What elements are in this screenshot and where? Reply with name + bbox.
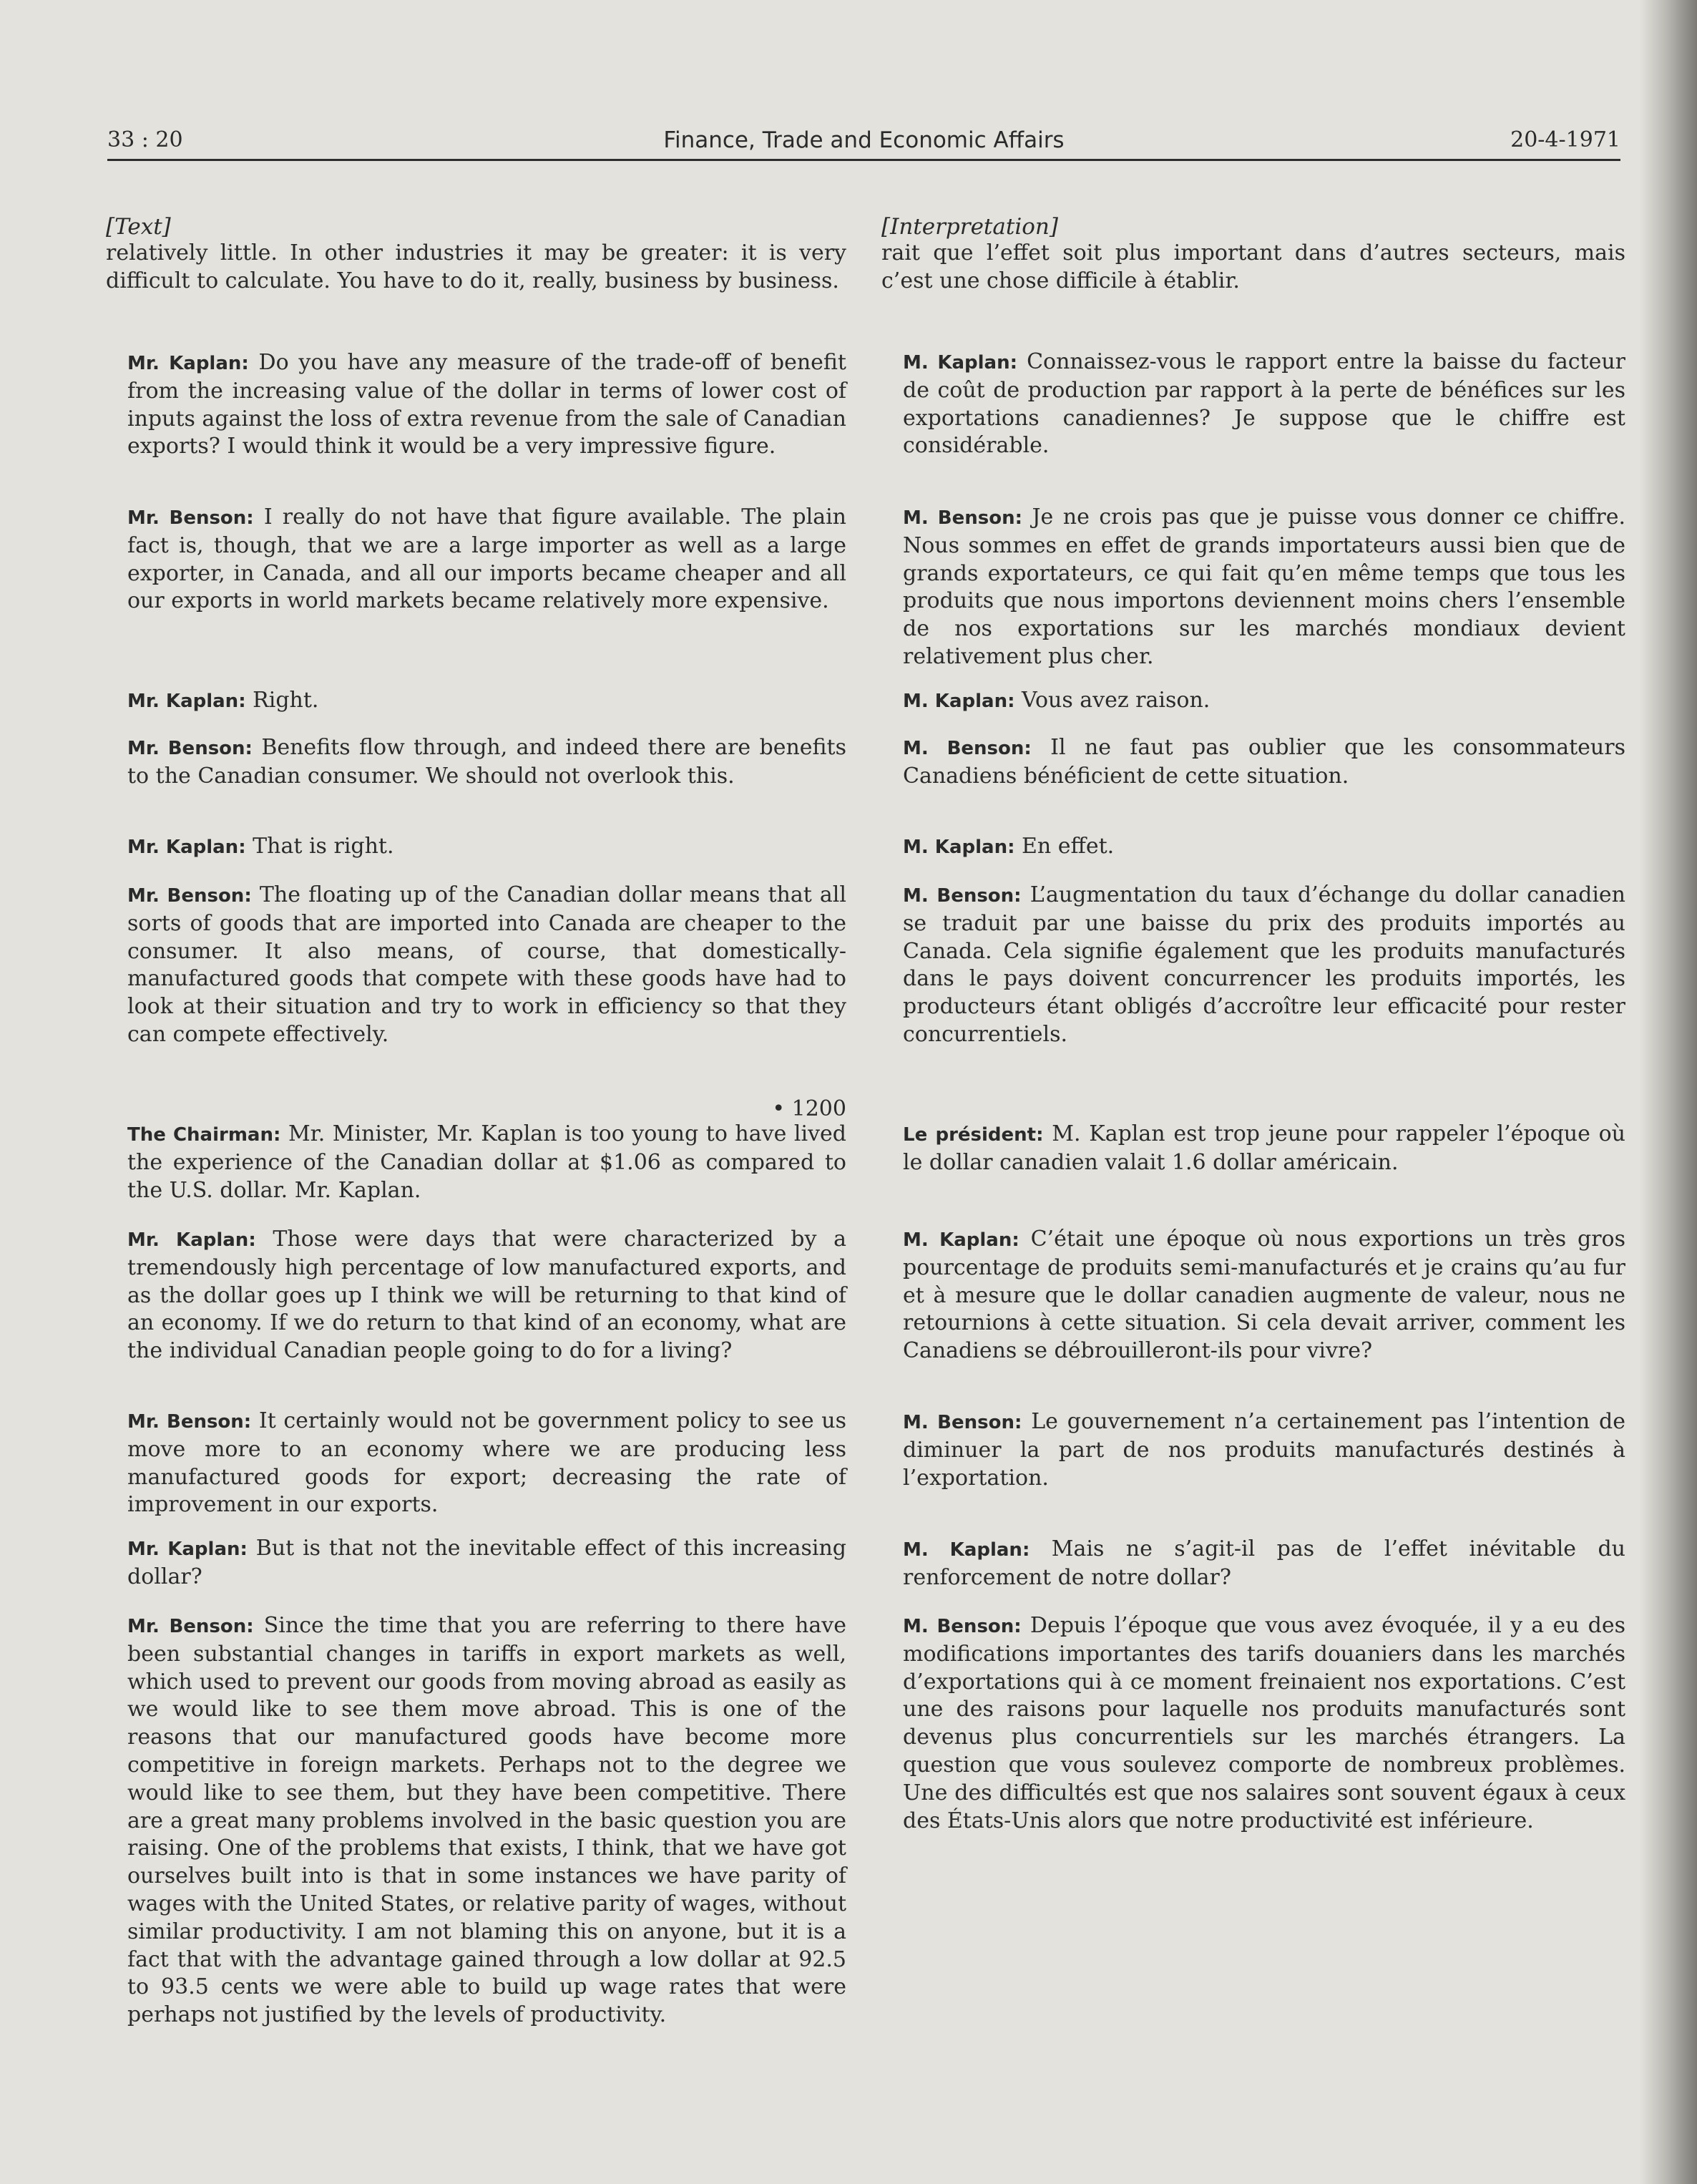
speaker-label: M. Kaplan:: [903, 691, 1015, 712]
paragraph: [106, 240, 846, 296]
speaker-label: Mr. Benson:: [127, 1616, 254, 1637]
page-number: 33 : 20: [107, 127, 183, 152]
paragraph-text: M. Kaplan est trop jeune pour rappeler l’époque où le dollar canadien valait 1.6 dollar américain.: [903, 1121, 1626, 1175]
paragraph: [106, 1121, 846, 1204]
paragraph: [881, 882, 1625, 1049]
paragraph-text: The floating up of the Canadian dollar means that all sorts of goods that are imported into Canada are cheaper to the consumer. It also means, of course, that domestically-manufactured goods that compete with these goods have had to look at their situation and try to work in efficiency so that they can compete effectively.: [127, 882, 846, 1047]
speaker-label: Mr. Benson:: [127, 1411, 252, 1433]
paragraph: [106, 882, 846, 1049]
page-edge-shadow: [1640, 0, 1697, 2184]
speaker-label: Mr. Kaplan:: [127, 353, 249, 374]
paragraph: [106, 1408, 846, 1519]
paragraph-text: Mr. Minister, Mr. Kaplan is too young to have lived the experience of the Canadian dollar at $1.06 as compared to the U.S. dollar. Mr. Kaplan.: [127, 1121, 846, 1203]
paragraph: [881, 833, 1625, 862]
paragraph-text: Le gouvernement n’a certainement pas l’intention de diminuer la part de nos produits manufacturés destinés à l’exportation.: [903, 1409, 1625, 1491]
speaker-label: M. Kaplan:: [903, 1539, 1030, 1561]
paragraph: [881, 734, 1625, 791]
paragraph: [106, 1535, 846, 1591]
paragraph: [106, 504, 846, 615]
speaker-label: M. Kaplan:: [903, 352, 1017, 374]
paragraph: [881, 504, 1625, 671]
paragraph-text: But is that not the inevitable effect of this increasing dollar?: [127, 1536, 846, 1589]
paragraph-text: I really do not have that figure available. The plain fact is, though, that we are a large importer as well as a large exporter, in Canada, and all our imports became cheaper and all our exports in world markets became relatively more expensive.: [127, 504, 846, 614]
speaker-label: M. Benson:: [903, 507, 1022, 529]
paragraph-text: Right.: [253, 688, 319, 713]
paragraph-text: Depuis l’époque que vous avez évoquée, il y a eu des modifications importantes des tarifs douaniers dans les marchés d’exportations qui à ce moment freinaient nos exportations. C’est une des raisons pour laquelle nos produits manufacturés sont devenus plus concurrentiels sur les marchés étrangers. La question que vous soulevez comporte de nombreux problèmes. Une des difficultés est que nos salaires sont souvent égaux à ceux des États-Unis alors que notre productivité est inférieure.: [903, 1613, 1625, 1833]
paragraph-text: Those were days that were characterized by a tremendously high percentage of low manufactured exports, and as the dollar goes up I think we will be returning to that kind of an economy. If we do return to that kind of an economy, what are the individual Canadian people going to do for a living?: [127, 1227, 846, 1364]
paragraph-text: Since the time that you are referring to there have been substantial changes in tariffs in export markets as well, which used to prevent our goods from moving abroad as easily as we would like to see them move abroad. This is one of the reasons that our manufactured goods have become more competitive in foreign markets. Perhaps not to the degree we would like to see them, but they have been competitive. There are a great many problems involved in the basic question you are raising. One of the problems that exists, I think, that we have got ourselves built into is that in some instances we have parity of wages with the United States, or relative parity of wages, without similar productivity. I am not blaming this on anyone, but it is a fact that with the advantage gained through a low dollar at 92.5 to 93.5 cents we were able to build up wage rates that were perhaps not justified by the levels of productivity.: [127, 1613, 846, 2028]
paragraph-text: Benefits flow through, and indeed there are benefits to the Canadian consumer. We should not overlook this.: [127, 735, 846, 789]
paragraph: [106, 687, 846, 716]
publication-title: Finance, Trade and Economic Affairs: [663, 127, 1065, 153]
paragraph: [881, 1536, 1625, 1592]
paragraph: [881, 687, 1625, 716]
time-marker: • 1200: [772, 1096, 846, 1121]
paragraph: [106, 1226, 846, 1365]
paragraph: [881, 240, 1625, 296]
speaker-label: Mr. Benson:: [127, 885, 252, 907]
speaker-label: M. Benson:: [903, 885, 1022, 907]
paragraph-text: Do you have any measure of the trade-off of benefit from the increasing value of the dollar in terms of lower cost of inputs against the loss of extra revenue from the sale of Canadian exports? I would think it would be a very impressive figure.: [127, 350, 846, 459]
paragraph: [881, 1408, 1625, 1492]
speaker-label: The Chairman:: [127, 1124, 281, 1146]
speaker-label: Mr. Kaplan:: [127, 1539, 248, 1560]
speaker-label: Mr. Kaplan:: [127, 691, 246, 712]
speaker-label: M. Benson:: [903, 1412, 1022, 1433]
paragraph-text: That is right.: [253, 834, 394, 859]
paragraph: [881, 1121, 1625, 1177]
speaker-label: M. Benson:: [903, 1616, 1022, 1637]
paragraph: [881, 1226, 1625, 1365]
text-tag: [Text]: [106, 214, 171, 240]
speaker-label: M. Kaplan:: [903, 1229, 1019, 1251]
session-date: 20-4-1971: [1510, 127, 1620, 152]
paragraph: [881, 1612, 1625, 1835]
paragraph-text: Connaissez-vous le rapport entre la baisse du facteur de coût de production par rapport à la perte de bénéfices sur les exportations canadiennes? Je suppose que le chiffre est considérable.: [903, 349, 1625, 459]
paragraph-text: C’était une époque où nous exportions un très gros pourcentage de produits semi-manufacturés et je crains qu’au fur et à mesure que le dollar canadien augmente de valeur, nous ne retournions à cette situation. Si cela devait arriver, comment les Canadiens se débrouilleront-ils pour vivre?: [903, 1227, 1625, 1364]
paragraph-text: L’augmentation du taux d’échange du dollar canadien se traduit par une baisse du prix des produits importés au Canada. Cela signifie également que les produits manufacturés dans le pays doivent concurrencer les produits importés, les producteurs étant obligés d’accroître leur efficacité pour rester concurrentiels.: [903, 882, 1625, 1047]
paragraph-text: It certainly would not be government policy to see us move more to an economy where we are producing less manufactured goods for export; decreasing the rate of improvement in our exports.: [127, 1408, 847, 1518]
paragraph-text: relatively little. In other industries it may be greater: it is very difficult to calculate. You have to do it, really, business by business.: [106, 240, 846, 293]
paragraph: [106, 833, 846, 862]
paragraph: [881, 348, 1625, 460]
paragraph-text: Il ne faut pas oublier que les consommateurs Canadiens bénéficient de cette situation.: [903, 735, 1625, 789]
speaker-label: Mr. Kaplan:: [127, 837, 246, 858]
paragraph-text: rait que l’effet soit plus important dans d’autres secteurs, mais c’est une chose difficile à établir.: [881, 240, 1625, 293]
speaker-label: M. Kaplan:: [903, 837, 1015, 858]
paragraph-text: Je ne crois pas que je puisse vous donner ce chiffre. Nous sommes en effet de grands importateurs aussi bien que de grands exportateurs, ce qui fait qu’en même temps que tous les produits que nous importons deviennent moins chers l’ensemble de nos exportations sur les marchés mondiaux devient relativement plus cher.: [903, 504, 1626, 669]
speaker-label: Le président:: [903, 1124, 1044, 1146]
speaker-label: Mr. Benson:: [127, 738, 253, 759]
paragraph-text: En effet.: [1022, 834, 1115, 859]
speaker-label: Mr. Kaplan:: [127, 1229, 256, 1251]
speaker-label: Mr. Benson:: [127, 507, 254, 529]
paragraph-text: Mais ne s’agit-il pas de l’effet inévitable du renforcement de notre dollar?: [903, 1536, 1625, 1590]
interpretation-tag: [Interpretation]: [881, 214, 1058, 240]
speaker-label: M. Benson:: [903, 738, 1032, 759]
paragraph: [106, 349, 846, 461]
page-header: [107, 125, 1620, 161]
paragraph: [106, 734, 846, 791]
paragraph: [106, 1612, 846, 2029]
paragraph-text: Vous avez raison.: [1022, 688, 1211, 713]
